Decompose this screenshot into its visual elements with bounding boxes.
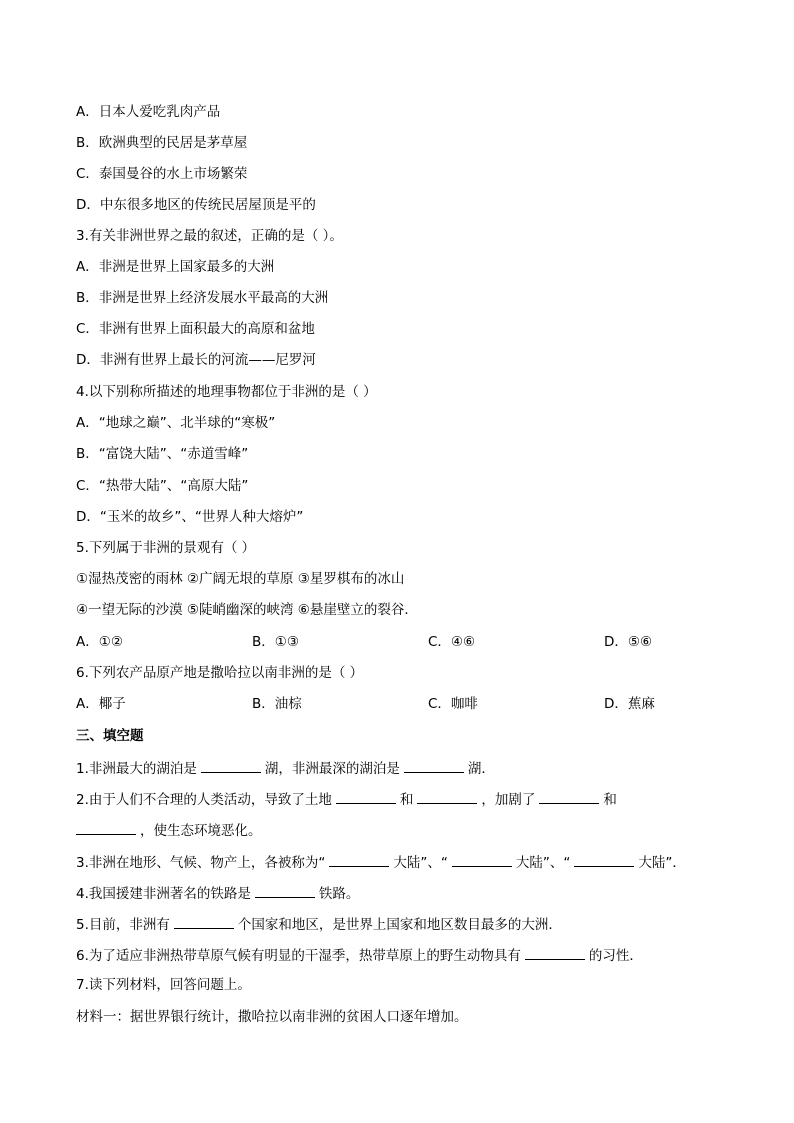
q5-option-d: D．⑤⑥ <box>604 634 653 650</box>
q4-option-a: A．“地球之巅”、北半球的“寒极” <box>76 415 276 431</box>
material-one: 材料一：据世界银行统计，撒哈拉以南非洲的贫困人口逐年增加。 <box>76 1009 468 1025</box>
q5-option-b: B．①③ <box>252 634 299 650</box>
q3-option-a: A．非洲是世界上国家最多的大洲 <box>76 259 275 275</box>
q4-option-b: B．“富饶大陆”、“赤道雪峰” <box>76 446 249 462</box>
fill-q4: 4.我国援建非洲著名的铁路是 铁路。 <box>76 883 359 903</box>
answer-blank[interactable] <box>201 758 261 773</box>
fill-q2-continued: ，使生态环境恶化。 <box>76 820 262 840</box>
q5-list-line1: ①湿热茂密的雨林 ②广阔无垠的草原 ③星罗棋布的冰山 <box>76 571 405 587</box>
q6-option-b: B．油棕 <box>252 696 302 712</box>
q6-options <box>76 695 780 713</box>
fill-q1: 1.非洲最大的湖泊是 湖，非洲最深的湖泊是 湖． <box>76 758 495 778</box>
answer-blank[interactable] <box>452 852 512 867</box>
q5-list-line2: ④一望无际的沙漠 ⑤陡峭幽深的峡湾 ⑥悬崖壁立的裂谷． <box>76 602 418 618</box>
section-heading: 三、填空题 <box>76 728 144 744</box>
q6-stem: 6.下列农产品原产地是撒哈拉以南非洲的是（ ） <box>76 665 364 681</box>
q6-option-d: D．蕉麻 <box>604 696 655 712</box>
q4-stem: 4.以下别称所描述的地理事物都位于非洲的是（ ） <box>76 384 377 400</box>
q2-option-b: B．欧洲典型的民居是茅草屋 <box>76 135 248 151</box>
answer-blank[interactable] <box>336 789 396 804</box>
fill-q7: 7.读下列材料，回答问题上。 <box>76 977 251 993</box>
q3-option-b: B．非洲是世界上经济发展水平最高的大洲 <box>76 290 329 306</box>
q3-stem: 3.有关非洲世界之最的叙述，正确的是（ ）。 <box>76 228 343 244</box>
answer-blank[interactable] <box>174 914 234 929</box>
answer-blank[interactable] <box>417 789 477 804</box>
q4-option-d: D．“玉米的故乡”、“世界人种大熔炉” <box>76 509 304 525</box>
fill-q6: 6.为了适应非洲热带草原气候有明显的干湿季，热带草原上的野生动物具有 的习性． <box>76 945 643 965</box>
q4-option-c: C．“热带大陆”、“高原大陆” <box>76 478 249 494</box>
answer-blank[interactable] <box>255 883 315 898</box>
q2-option-a: A．日本人爱吃乳肉产品 <box>76 104 221 120</box>
q2-option-c: C．泰国曼谷的水上市场繁荣 <box>76 166 248 182</box>
answer-blank[interactable] <box>76 820 136 835</box>
q5-stem: 5.下列属于非洲的景观有（ ） <box>76 540 256 556</box>
fill-q2: 2.由于人们不合理的人类活动，导致了土地 和 ，加剧了 和 <box>76 789 617 809</box>
answer-blank[interactable] <box>525 945 585 960</box>
answer-blank[interactable] <box>329 852 389 867</box>
q5-options <box>76 633 780 651</box>
q3-option-d: D．非洲有世界上最长的河流——尼罗河 <box>76 352 316 368</box>
fill-q5: 5.目前，非洲有 个国家和地区，是世界上国家和地区数目最多的大洲． <box>76 914 562 934</box>
q6-option-a: A．椰子 <box>76 696 126 712</box>
q6-option-c: C．咖啡 <box>428 696 478 712</box>
fill-q3: 3.非洲在地形、气候、物产上，各被称为“ 大陆”、“ 大陆”、“ 大陆”． <box>76 852 686 872</box>
q3-option-c: C．非洲有世界上面积最大的高原和盆地 <box>76 321 315 337</box>
answer-blank[interactable] <box>404 758 464 773</box>
q5-option-a: A．①② <box>76 634 123 650</box>
q5-option-c: C．④⑥ <box>428 634 476 650</box>
answer-blank[interactable] <box>539 789 599 804</box>
answer-blank[interactable] <box>574 852 634 867</box>
q2-option-d: D．中东很多地区的传统民居屋顶是平的 <box>76 197 316 213</box>
